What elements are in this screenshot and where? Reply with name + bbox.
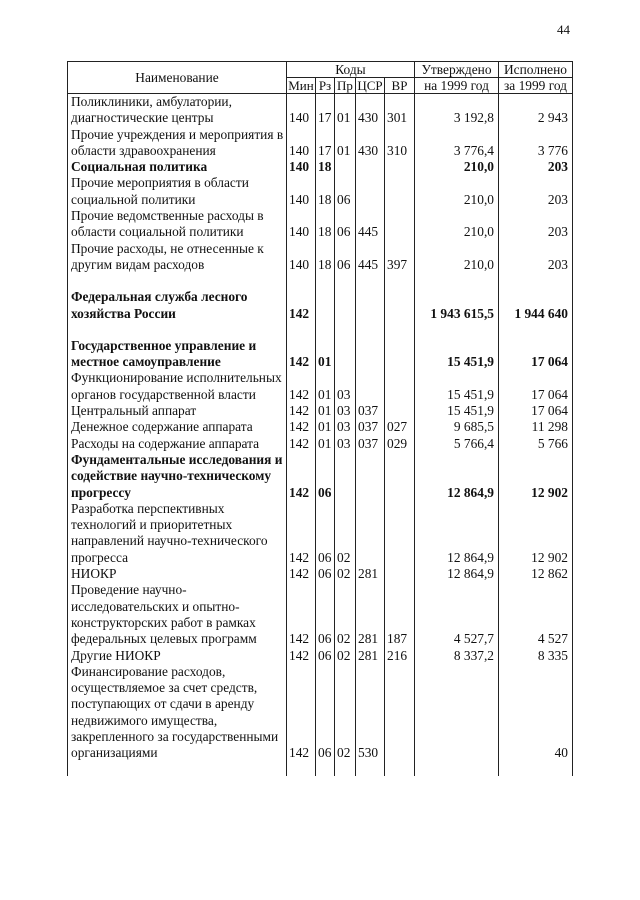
cell-csr: 445	[356, 241, 385, 274]
cell-pr: 03	[335, 419, 356, 435]
cell-rz: 06	[316, 452, 335, 501]
cell-vr	[385, 566, 415, 582]
cell-rz: 18	[316, 208, 335, 241]
table-body	[68, 94, 573, 776]
table-row	[68, 241, 573, 274]
empty-cell	[335, 273, 356, 289]
table-row	[68, 289, 573, 322]
cell-approved: 1 943 615,5	[415, 289, 499, 322]
cell-rz: 01	[316, 370, 335, 403]
cell-approved: 12 864,9	[415, 452, 499, 501]
cell-executed: 1 944 640	[499, 289, 573, 322]
cell-vr: 310	[385, 127, 415, 160]
cell-pr: 02	[335, 582, 356, 647]
cell-approved: 210,0	[415, 241, 499, 274]
header-pr: Пр	[335, 78, 356, 94]
cell-rz: 01	[316, 403, 335, 419]
cell-min: 140	[287, 127, 316, 160]
cell-name: Финансирование расходов, осуществляемое за счет средств, поступающих от сдачи в аренду недвижимого имущества, закрепленного за государственными организациями	[68, 664, 287, 762]
cell-vr	[385, 175, 415, 208]
cell-name: Прочие учреждения и мероприятия в области здравоохранения	[68, 127, 287, 160]
cell-vr: 027	[385, 419, 415, 435]
spacer-row	[68, 762, 573, 776]
cell-executed: 17 064	[499, 403, 573, 419]
cell-rz: 18	[316, 175, 335, 208]
cell-vr: 216	[385, 648, 415, 664]
cell-csr	[356, 289, 385, 322]
cell-executed: 5 766	[499, 436, 573, 452]
empty-cell	[287, 273, 316, 289]
spacer-row	[68, 322, 573, 338]
cell-rz: 17	[316, 127, 335, 160]
cell-rz	[316, 289, 335, 322]
cell-vr	[385, 338, 415, 371]
cell-name: Государственное управление и местное самоуправление	[68, 338, 287, 371]
cell-min: 142	[287, 452, 316, 501]
table-row	[68, 436, 573, 452]
cell-executed: 12 862	[499, 566, 573, 582]
cell-rz: 06	[316, 648, 335, 664]
cell-pr: 03	[335, 370, 356, 403]
cell-csr	[356, 370, 385, 403]
cell-vr	[385, 452, 415, 501]
cell-min: 142	[287, 664, 316, 762]
empty-cell	[356, 273, 385, 289]
cell-name: Прочие расходы, не отнесенные к другим видам расходов	[68, 241, 287, 274]
empty-cell	[316, 322, 335, 338]
cell-min: 142	[287, 436, 316, 452]
cell-min: 140	[287, 159, 316, 175]
empty-cell	[385, 322, 415, 338]
cell-executed: 4 527	[499, 582, 573, 647]
cell-name: Центральный аппарат	[68, 403, 287, 419]
empty-cell	[335, 762, 356, 776]
empty-cell	[415, 273, 499, 289]
table-row	[68, 566, 573, 582]
cell-pr: 06	[335, 241, 356, 274]
table-row	[68, 127, 573, 160]
empty-cell	[499, 762, 573, 776]
cell-pr	[335, 338, 356, 371]
cell-csr	[356, 175, 385, 208]
cell-csr: 037	[356, 403, 385, 419]
cell-csr: 281	[356, 566, 385, 582]
table-row	[68, 159, 573, 175]
cell-approved: 15 451,9	[415, 403, 499, 419]
cell-approved: 12 864,9	[415, 501, 499, 566]
header-approved-year: на 1999 год	[415, 78, 499, 94]
cell-min: 142	[287, 403, 316, 419]
cell-min: 142	[287, 338, 316, 371]
cell-executed: 11 298	[499, 419, 573, 435]
cell-min: 142	[287, 648, 316, 664]
cell-rz: 06	[316, 582, 335, 647]
cell-approved: 210,0	[415, 175, 499, 208]
cell-csr: 281	[356, 582, 385, 647]
cell-vr	[385, 159, 415, 175]
table-row	[68, 664, 573, 762]
cell-pr: 02	[335, 664, 356, 762]
table-row	[68, 175, 573, 208]
cell-rz: 06	[316, 566, 335, 582]
cell-vr	[385, 501, 415, 566]
cell-vr	[385, 208, 415, 241]
cell-min: 142	[287, 566, 316, 582]
cell-rz: 01	[316, 338, 335, 371]
cell-vr	[385, 370, 415, 403]
empty-cell	[316, 273, 335, 289]
cell-pr: 06	[335, 175, 356, 208]
cell-name: Другие НИОКР	[68, 648, 287, 664]
header-codes: Коды	[287, 62, 415, 78]
cell-min: 140	[287, 94, 316, 127]
cell-approved: 5 766,4	[415, 436, 499, 452]
cell-name: Фундаментальные исследования и содействие научно-техническому прогрессу	[68, 452, 287, 501]
cell-min: 142	[287, 370, 316, 403]
cell-rz: 17	[316, 94, 335, 127]
empty-cell	[68, 322, 287, 338]
cell-executed: 2 943	[499, 94, 573, 127]
cell-csr: 430	[356, 94, 385, 127]
empty-cell	[287, 322, 316, 338]
table-row	[68, 582, 573, 647]
empty-cell	[415, 322, 499, 338]
cell-approved	[415, 664, 499, 762]
cell-pr	[335, 159, 356, 175]
cell-rz: 01	[316, 436, 335, 452]
cell-rz: 01	[316, 419, 335, 435]
header-csr: ЦСР	[357, 78, 383, 93]
cell-name: Прочие ведомственные расходы в области социальной политики	[68, 208, 287, 241]
cell-pr: 03	[335, 436, 356, 452]
cell-csr: 530	[356, 664, 385, 762]
empty-cell	[499, 322, 573, 338]
cell-min: 140	[287, 208, 316, 241]
header-executed: Исполнено	[499, 62, 573, 78]
cell-csr: 281	[356, 648, 385, 664]
empty-cell	[316, 762, 335, 776]
cell-name: Проведение научно-исследовательских и опытно-конструкторских работ в рамках федеральных целевых программ	[68, 582, 287, 647]
cell-name: Денежное содержание аппарата	[68, 419, 287, 435]
cell-pr: 02	[335, 566, 356, 582]
cell-name: Функционирование исполнительных органов государственной власти	[68, 370, 287, 403]
cell-pr: 02	[335, 501, 356, 566]
empty-cell	[385, 762, 415, 776]
cell-executed: 12 902	[499, 501, 573, 566]
cell-min: 142	[287, 289, 316, 322]
cell-approved: 210,0	[415, 159, 499, 175]
cell-rz: 18	[316, 159, 335, 175]
empty-cell	[385, 273, 415, 289]
table-row	[68, 452, 573, 501]
table-row	[68, 94, 573, 127]
cell-csr: 037	[356, 436, 385, 452]
cell-csr: 445	[356, 208, 385, 241]
cell-pr: 01	[335, 127, 356, 160]
cell-approved: 15 451,9	[415, 338, 499, 371]
cell-executed: 17 064	[499, 338, 573, 371]
empty-cell	[356, 322, 385, 338]
cell-name: Социальная политика	[68, 159, 287, 175]
cell-csr: 037	[356, 419, 385, 435]
page-number: 44	[557, 22, 570, 37]
table-row	[68, 208, 573, 241]
header-min: Мин	[288, 78, 314, 93]
cell-approved: 12 864,9	[415, 566, 499, 582]
cell-name: Разработка перспективных технологий и приоритетных направлений научно-технического прогресса	[68, 501, 287, 566]
cell-rz: 18	[316, 241, 335, 274]
cell-rz: 06	[316, 664, 335, 762]
empty-cell	[335, 322, 356, 338]
empty-cell	[68, 273, 287, 289]
cell-name: Поликлиники, амбулатории, диагностические центры	[68, 94, 287, 127]
cell-pr	[335, 452, 356, 501]
cell-csr: 430	[356, 127, 385, 160]
cell-vr: 187	[385, 582, 415, 647]
cell-csr	[356, 159, 385, 175]
cell-approved: 3 192,8	[415, 94, 499, 127]
cell-vr	[385, 289, 415, 322]
cell-vr	[385, 664, 415, 762]
header-rz: Рз	[316, 78, 335, 94]
cell-executed: 40	[499, 664, 573, 762]
cell-csr	[356, 338, 385, 371]
cell-min: 142	[287, 419, 316, 435]
cell-name: Расходы на содержание аппарата	[68, 436, 287, 452]
cell-pr	[335, 289, 356, 322]
cell-vr: 397	[385, 241, 415, 274]
empty-cell	[356, 762, 385, 776]
cell-pr: 01	[335, 94, 356, 127]
cell-executed: 203	[499, 159, 573, 175]
empty-cell	[68, 762, 287, 776]
cell-name: Прочие мероприятия в области социальной политики	[68, 175, 287, 208]
header-name: Наименование	[68, 62, 287, 94]
empty-cell	[415, 762, 499, 776]
table-row	[68, 403, 573, 419]
cell-approved: 15 451,9	[415, 370, 499, 403]
cell-pr: 03	[335, 403, 356, 419]
cell-executed: 203	[499, 241, 573, 274]
cell-vr: 301	[385, 94, 415, 127]
cell-pr: 06	[335, 208, 356, 241]
cell-name: НИОКР	[68, 566, 287, 582]
cell-executed: 12 902	[499, 452, 573, 501]
cell-min: 142	[287, 582, 316, 647]
table-row	[68, 501, 573, 566]
cell-name: Федеральная служба лесного хозяйства России	[68, 289, 287, 322]
header-approved: Утверждено	[415, 62, 499, 78]
empty-cell	[287, 762, 316, 776]
cell-executed: 203	[499, 175, 573, 208]
header-row	[68, 62, 573, 78]
cell-approved: 210,0	[415, 208, 499, 241]
cell-min: 140	[287, 241, 316, 274]
cell-executed: 203	[499, 208, 573, 241]
header-vr: ВР	[385, 78, 415, 94]
cell-approved: 8 337,2	[415, 648, 499, 664]
budget-table	[67, 61, 573, 776]
header-executed-year: за 1999 год	[499, 78, 573, 94]
cell-executed: 8 335	[499, 648, 573, 664]
table-row	[68, 370, 573, 403]
cell-csr	[356, 452, 385, 501]
table-row	[68, 338, 573, 371]
cell-pr: 02	[335, 648, 356, 664]
cell-csr	[356, 501, 385, 566]
spacer-row	[68, 273, 573, 289]
cell-approved: 9 685,5	[415, 419, 499, 435]
cell-min: 142	[287, 501, 316, 566]
empty-cell	[499, 273, 573, 289]
cell-vr: 029	[385, 436, 415, 452]
cell-rz: 06	[316, 501, 335, 566]
cell-min: 140	[287, 175, 316, 208]
cell-executed: 3 776	[499, 127, 573, 160]
cell-approved: 4 527,7	[415, 582, 499, 647]
table-row	[68, 419, 573, 435]
cell-executed: 17 064	[499, 370, 573, 403]
cell-approved: 3 776,4	[415, 127, 499, 160]
table-row	[68, 648, 573, 664]
cell-vr	[385, 403, 415, 419]
